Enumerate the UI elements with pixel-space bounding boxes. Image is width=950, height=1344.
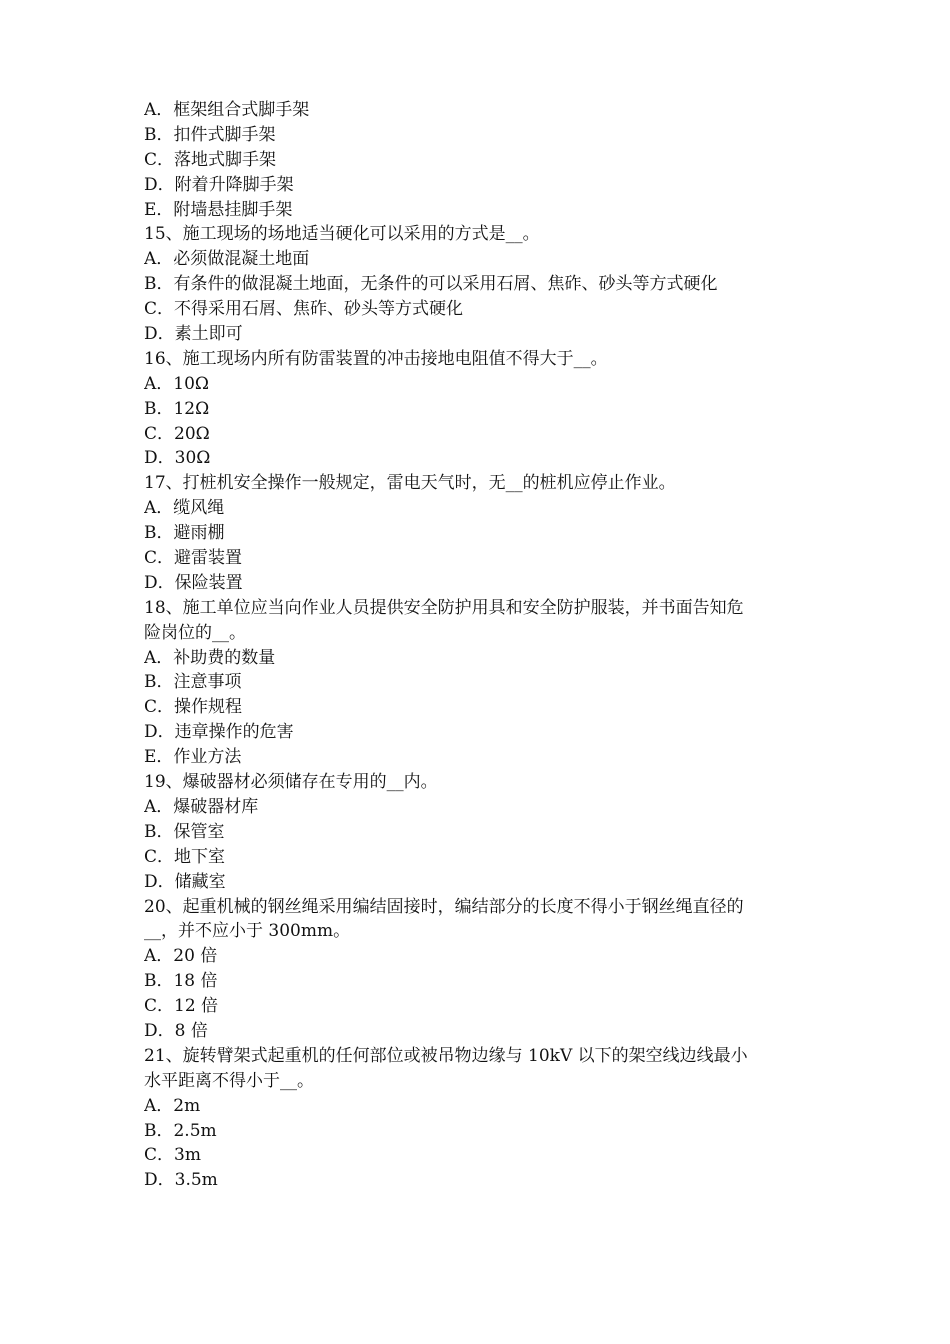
text-line: E．附墙悬挂脚手架 — [144, 199, 293, 220]
text-line: C．12 倍 — [144, 996, 219, 1017]
text-line: A．2m — [144, 1095, 201, 1116]
text-line: B．避雨棚 — [144, 523, 225, 544]
question-21: 21、旋转臂架式起重机的任何部位或被吊物边缘与 10kV 以下的架空线边线最小 — [144, 1045, 748, 1066]
text-line: __，并不应小于 300mm。 — [144, 921, 351, 942]
text-line: A．缆风绳 — [144, 498, 225, 519]
text-line: D．8 倍 — [144, 1020, 208, 1041]
text-line: B．注意事项 — [144, 672, 242, 693]
text-line: C．地下室 — [144, 846, 226, 867]
text-line: D．附着升降脚手架 — [144, 174, 294, 195]
text-line: D．素土即可 — [144, 324, 243, 345]
document-page — [144, 98, 814, 1193]
text-line: 水平距离不得小于__。 — [144, 1070, 314, 1091]
text-line: D．保险装置 — [144, 572, 243, 593]
text-line: B．18 倍 — [144, 971, 218, 992]
text-line: B．2.5m — [144, 1120, 217, 1141]
question-19: 19、爆破器材必须储存在专用的__内。 — [144, 772, 438, 793]
text-line: A．10Ω — [144, 373, 210, 394]
text-line: A．爆破器材库 — [144, 796, 259, 817]
text-line: E．作业方法 — [144, 747, 242, 768]
text-line: A．框架组合式脚手架 — [144, 100, 310, 120]
text-line: D．3.5m — [144, 1170, 218, 1191]
question-18: 18、施工单位应当向作业人员提供安全防护用具和安全防护服装，并书面告知危 — [144, 597, 744, 618]
text-line: A．补助费的数量 — [144, 647, 276, 668]
text-line: 险岗位的__。 — [144, 622, 246, 643]
text-line: C．不得采用石屑、焦砟、砂头等方式硬化 — [144, 299, 464, 320]
question-15: 15、施工现场的场地适当硬化可以采用的方式是__。 — [144, 224, 540, 245]
text-line: C．落地式脚手架 — [144, 149, 277, 170]
text-line: C．3m — [144, 1145, 201, 1166]
text-line: B．有条件的做混凝土地面，无条件的可以采用石屑、焦砟、砂头等方式硬化 — [144, 274, 718, 295]
text-line: D．30Ω — [144, 448, 211, 469]
text-line: D．违章操作的危害 — [144, 722, 294, 743]
text-line: A．20 倍 — [144, 946, 218, 967]
text-line: D．储藏室 — [144, 871, 226, 892]
question-16: 16、施工现场内所有防雷装置的冲击接地电阻值不得大于__。 — [144, 348, 608, 369]
text-line: B．12Ω — [144, 398, 210, 419]
text-line: C．操作规程 — [144, 697, 243, 718]
question-20: 20、起重机械的钢丝绳采用编结固接时，编结部分的长度不得小于钢丝绳直径的 — [144, 896, 744, 917]
text-line: B．扣件式脚手架 — [144, 124, 276, 145]
text-line: B．保管室 — [144, 821, 225, 842]
text-line: C．20Ω — [144, 423, 210, 444]
text-line: C．避雷装置 — [144, 548, 243, 569]
question-17: 17、打桩机安全操作一般规定，雷电天气时，无__的桩机应停止作业。 — [144, 473, 676, 494]
text-line: A．必须做混凝土地面 — [144, 249, 310, 270]
